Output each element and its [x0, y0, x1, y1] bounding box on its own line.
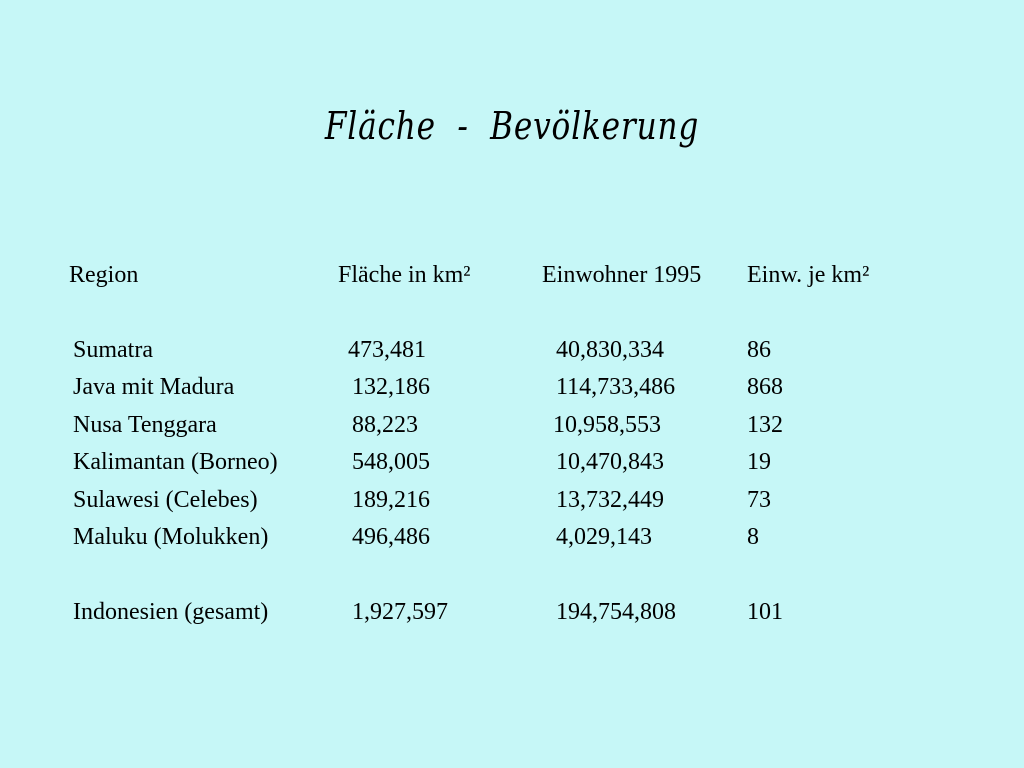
row-density: 868: [747, 374, 783, 400]
row-population: 13,732,449: [556, 487, 664, 513]
row-density: 132: [747, 412, 783, 438]
row-region: Nusa Tenggara: [73, 412, 217, 438]
row-population: 4,029,143: [556, 524, 652, 550]
total-population: 194,754,808: [556, 599, 676, 625]
row-density: 19: [747, 449, 771, 475]
header-density: Einw. je km²: [747, 262, 870, 288]
row-area: 473,481: [348, 337, 426, 363]
row-density: 86: [747, 337, 771, 363]
row-area: 548,005: [352, 449, 430, 475]
row-region: Java mit Madura: [73, 374, 235, 400]
header-population: Einwohner 1995: [542, 262, 702, 288]
row-region: Sumatra: [73, 337, 153, 363]
row-area: 496,486: [352, 524, 430, 550]
row-population: 10,958,553: [553, 412, 661, 438]
row-region: Sulawesi (Celebes): [73, 487, 258, 513]
header-region: Region: [69, 262, 139, 288]
row-density: 8: [747, 524, 759, 550]
row-density: 73: [747, 487, 771, 513]
total-region: Indonesien (gesamt): [73, 599, 269, 625]
row-population: 40,830,334: [556, 337, 664, 363]
header-area: Fläche in km²: [338, 262, 471, 288]
total-area: 1,927,597: [352, 599, 448, 625]
row-region: Maluku (Molukken): [73, 524, 269, 550]
row-population: 10,470,843: [556, 449, 664, 475]
slide-title: Fläche - Bevölkerung: [324, 104, 700, 148]
row-region: Kalimantan (Borneo): [73, 449, 278, 475]
row-area: 132,186: [352, 374, 430, 400]
row-population: 114,733,486: [556, 374, 676, 400]
row-area: 189,216: [352, 487, 430, 513]
total-density: 101: [747, 599, 783, 625]
row-area: 88,223: [352, 412, 418, 438]
